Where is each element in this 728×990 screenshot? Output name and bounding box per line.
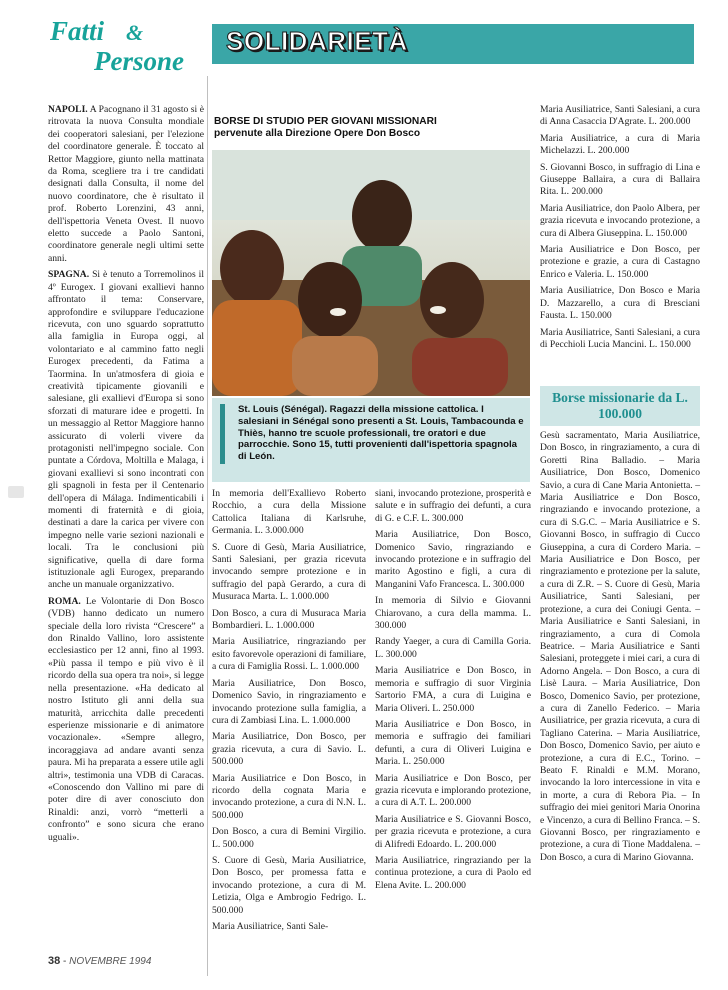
brand-word-persone: Persone [94,46,184,76]
donation-entry: Maria Ausiliatrice e Don Bosco, per protezione e grazie, a cura di Castagno Enrico e Valeria. L. 150.000 [540,244,700,280]
footer-separator: - [63,956,70,967]
caption-accent-bar [220,404,225,464]
donation-entry: Maria Ausiliatrice, ringraziando per la continua protezione, a cura di Paolo ed Elena Avite. L. 200.000 [375,854,531,891]
brand-ampersand: & [126,20,144,45]
news-column [48,104,204,848]
donation-entry: Maria Ausiliatrice, Don Bosco, Domenico Savio, ringraziando e invocando protezione e in suffragio del marito Agostino e figli, a cura di Manganini Vafo Francesca. L. 300.000 [375,529,531,590]
heading-line-2: pervenute alla Direzione Opere Don Bosco [214,128,421,139]
donation-entry: Maria Ausiliatrice e Don Bosco, in memoria e suffragio dei familiari defunti, a cura di Oliveri Luigina e Maria. L. 250.000 [375,718,531,768]
heading-line-1: BORSE DI STUDIO PER GIOVANI MISSIONARI [214,116,437,127]
scholarship-heading [214,116,534,140]
donation-entry: Don Bosco, a cura di Musuraca Maria Bombardieri. L. 1.000.000 [212,607,366,632]
donation-entry: Maria Ausiliatrice, Santi Sale- [212,921,329,932]
page-banner [212,24,694,64]
news-lead: SPAGNA. [48,269,90,281]
donation-entry: Maria Ausiliatrice, ringraziando per esito favorevole operazioni di familiare, a cura di Famiglia Rossi. L. 1.000.000 [212,636,366,673]
donation-entry: S. Cuore di Gesù, Maria Ausiliatrice, Don Bosco, per promessa fatta e invocando protezione, a cura di M. Letizia, Olga e Ambrogio Fedrigo. L. 500.000 [212,854,366,916]
donation-entry: Maria Ausiliatrice e Don Bosco, in ricordo della cognata Maria e invocando protezione, a cura di N.N. L. 500.000 [212,772,366,821]
donation-entry: In memoria di Silvio e Giovanni Chiarovano, a cura della mamma. L. 300.000 [375,595,531,632]
news-lead: NAPOLI. [48,104,88,115]
donations-column-3 [375,488,531,896]
donation-entry: Maria Ausiliatrice, Don Bosco, per grazia ricevuta, a cura di Savio. L. 500.000 [212,731,366,768]
donation-entry: Maria Ausiliatrice e Don Bosco, per grazia ricevuta e implorando protezione, a cura di A.T. L. 200.000 [375,772,531,809]
donations-column-4 [540,104,700,355]
news-roma [48,596,204,844]
donation-entry: Maria Ausiliatrice, Santi Salesiani, a cura di Anna Casaccia D'Agrate. L. 200.000 [540,104,700,128]
donation-entry: Maria Ausiliatrice, a cura di Maria Michelazzi. L. 200.000 [540,132,700,157]
donation-entry: In memoria dell'Exallievo Roberto Rocchio, a cura della Missione Cattolica Italiana di Karlsruhe, Germania. L. 3.000.000 [212,488,366,537]
donation-entry: Don Bosco, a cura di Bemini Virgilio. L. 500.000 [212,826,366,850]
subsection-heading-box [540,386,700,426]
subsection-body [540,430,700,868]
donation-entry: S. Cuore di Gesù, Maria Ausiliatrice, Santi Salesiani, per grazia ricevuta invocando sempre protezione e in suffragio del papà Gerardo, a cura di Musuraca Marta. L. 1.000.000 [212,541,366,603]
donation-entry: Maria Ausiliatrice, Don Bosco, Domenico Savio, in ringraziamento e invocando protezione sulla famiglia, a cura di Zambiasi Lina. L. 1.000.000 [212,677,366,726]
margin-mark [8,486,24,498]
donation-entry: S. Giovanni Bosco, in suffragio di Lina e Giuseppe Ballaira, a cura di Ballaira Rita. L. 200.000 [540,161,700,198]
photo-caption-box [212,398,530,482]
banner-title: SOLIDARIETÀ [226,26,408,56]
page-number: 38 [48,955,61,967]
news-text: Si è tenuto a Torremolinos il 4º Eurogex. I giovani exallievi hanno affrontato il tema: Conservare, approfondire e sviluppare l'educazione ricevuta, con uno sguardo soprattutto alla famiglia in Europa oggi, al volontariato e al cammino fatto negli Eurogex precedenti, da Fatima a Taormina. In un'atmosfera di gioia e creatività tipicamente giovanili e salesiane, gli exallievi d'Europa si sono sforzati di maturare idee e progetti. In un messaggio al Rettor Maggiore hanno assicurato di volerli vivere da protagonisti nell'impegno sociale. Con puntate a Córdova, Moltilla e Malaga, i giovani exallievi si sono incontrati con gli spagnoli in festa per il Centenario dell'opera di Málaga. Indimenticabili i momenti di fraternità e di gioia, destinati a dare la carica per vivere con impegno nelle varie sezioni nazionali e locali. Tra le conclusioni più significative, quella di dare forma istituzionale agli Eurogex, preparando anche un manuale organizzativo. [48,269,204,591]
donation-entry: Randy Yaeger, a cura di Camilla Goria. L. 300.000 [375,636,531,660]
donation-entry: Maria Ausiliatrice, don Paolo Albera, per grazia ricevuta e invocando protezione, a cura di Albera Giuseppina. L. 150.000 [540,202,700,239]
page-footer [48,955,151,967]
news-spagna [48,269,204,592]
news-text: A Pacognano il 31 agosto si è ritrovata la nuova Consulta mondiale dei cooperatori salesiani, per l'elezione del coordinatore generale. È toccato al Rettor Maggiore, giunto nella mattinata da Roma, scegliere tra i tre candidati designati dalla Consulta, il nome del nuovo coordinatore, che è risultato il prof. Roberto Lorenzini, 43 anni, dell'ispettoria Veneta Ovest. Il nuovo eletto succede a Paolo Santoni, coordinatore generale negli ultimi sette anni. [48,104,204,264]
donation-entry: Maria Ausiliatrice, Santi Salesiani, a cura di Pecchioli Lucia Mancini. L. 150.000 [540,326,700,350]
issue-date: NOVEMBRE 1994 [69,956,152,967]
news-napoli [48,104,204,265]
photo-caption: St. Louis (Sénégal). Ragazzi della missione cattolica. I salesiani in Sénégal sono presenti a St. Louis, Tambacounda e Thiès, hanno tre scuole professionali, tre oratori e due parrocchie. Sono 15, tutti provenienti dall'ispettoria spagnola di León. [238,404,524,463]
donation-entry: Maria Ausiliatrice, Don Bosco e Maria D. Mazzarello, a cura di Bresciani Fausta. L. 150.000 [540,285,700,322]
donation-entry: siani, invocando protezione, prosperità e salute e in suffragio dei defunti, a cura di G. e C.F. L. 300.000 [375,488,531,524]
subsection-text: Gesù sacramentato, Maria Ausiliatrice, Don Bosco, in ringraziamento, a cura di Goretti Rina Balladio. – Maria Ausiliatrice, Don Bosco, Domenico Savio, a cura di Cane Maria Antonietta. – Maria Ausiliatrice e Don Bosco, ringraziando e invocando protezione, a cura di S.G.C. – Maria Ausiliatrice e S. Giovanni Bosco, in suffragio di Cucco Giuseppina, a cura di Cordero Maria. – Maria Ausiliatrice e Don Bosco, per ringraziamento e protezione per la salute, a cura di Z.R. – S. Cuore di Gesù, Maria Ausiliatrice, Santi Salesiani, per protezione, a cura dei Coniugi Genta. – Maria Ausiliatrice e Santi Salesiani, in ringraziamento, a cura di Comola Beatrice. – Maria Ausiliatrice e Santi Salesiani, proteggete i miei cari, a cura di Adorno Angela. – Don Bosco, a cura di Lisè Laura. – Maria Ausiliatrice, Don Bosco, Domenico Savio, per protezione, a cura di Zanello Federico. – Maria Ausiliatrice, per grazia ricevuta, a cura di Tagliano Caterina. – Maria Ausiliatrice, Don Bosco, Domenico Savio, per aiuto e protezione, a cura di E.C., Torino. – Beato F. Rinaldi e M.M. Morano, invocando la loro intercessione in vita e in morte, a cura di Rebora Pia. – In suffragio dei miei genitori Maria Onorina e Vincenzo, a cura di Bellino Franca. – S. Giovanni Bosco, per ringraziamento e protezione, a cura di Tione Maddalena. – Don Bosco, a cura di Marino Giovanna. [540,430,700,863]
column-divider [207,76,208,976]
news-text: Le Volontarie di Don Bosco (VDB) hanno dedicato un numero speciale della loro rivista “Crescere” a don Rinaldo Vallino, loro assistente ecclesiastico per 12 anni, fino al 1993. «Più passa il tempo e più vivo è il ricordo della sua opera tra noi», si legge nella presentazione. «Ha dedicato al nostro Istituto gli anni della sua maturità, arricchita dalle precedenti esperienze missionarie e di animatore vocazionale». «Sempre allegro, incoraggiava ad andare avanti senza paura. Mi ha preparata a essere utile agli altri», testimonia una VDB di Caracas. «Conoscendo don Vallino mi pare di poter dire di aver conosciuto don Rinaldi: anzi, vorrò “metterli a confronto” e sono sicura che erano uguali». [48,595,204,843]
subsection-title: Borse missionarie da L. 100.000 [552,390,688,421]
photo-illustration [212,150,530,396]
donations-column-2 [212,488,366,937]
donation-entry: Maria Ausiliatrice e Don Bosco, in memoria e suffragio di suor Virginia Sartorio FMA, a cura di Luigina e Maria Oliveri. L. 250.000 [375,665,531,714]
children-photo [212,150,530,396]
section-brand [46,16,206,78]
news-lead: ROMA. [48,595,81,607]
donation-entry: Maria Ausiliatrice e S. Giovanni Bosco, per grazia ricevuta e protezione, a cura di Alifredi Edoardo. L. 200.000 [375,813,531,850]
brand-word-fatti: Fatti [50,16,105,46]
